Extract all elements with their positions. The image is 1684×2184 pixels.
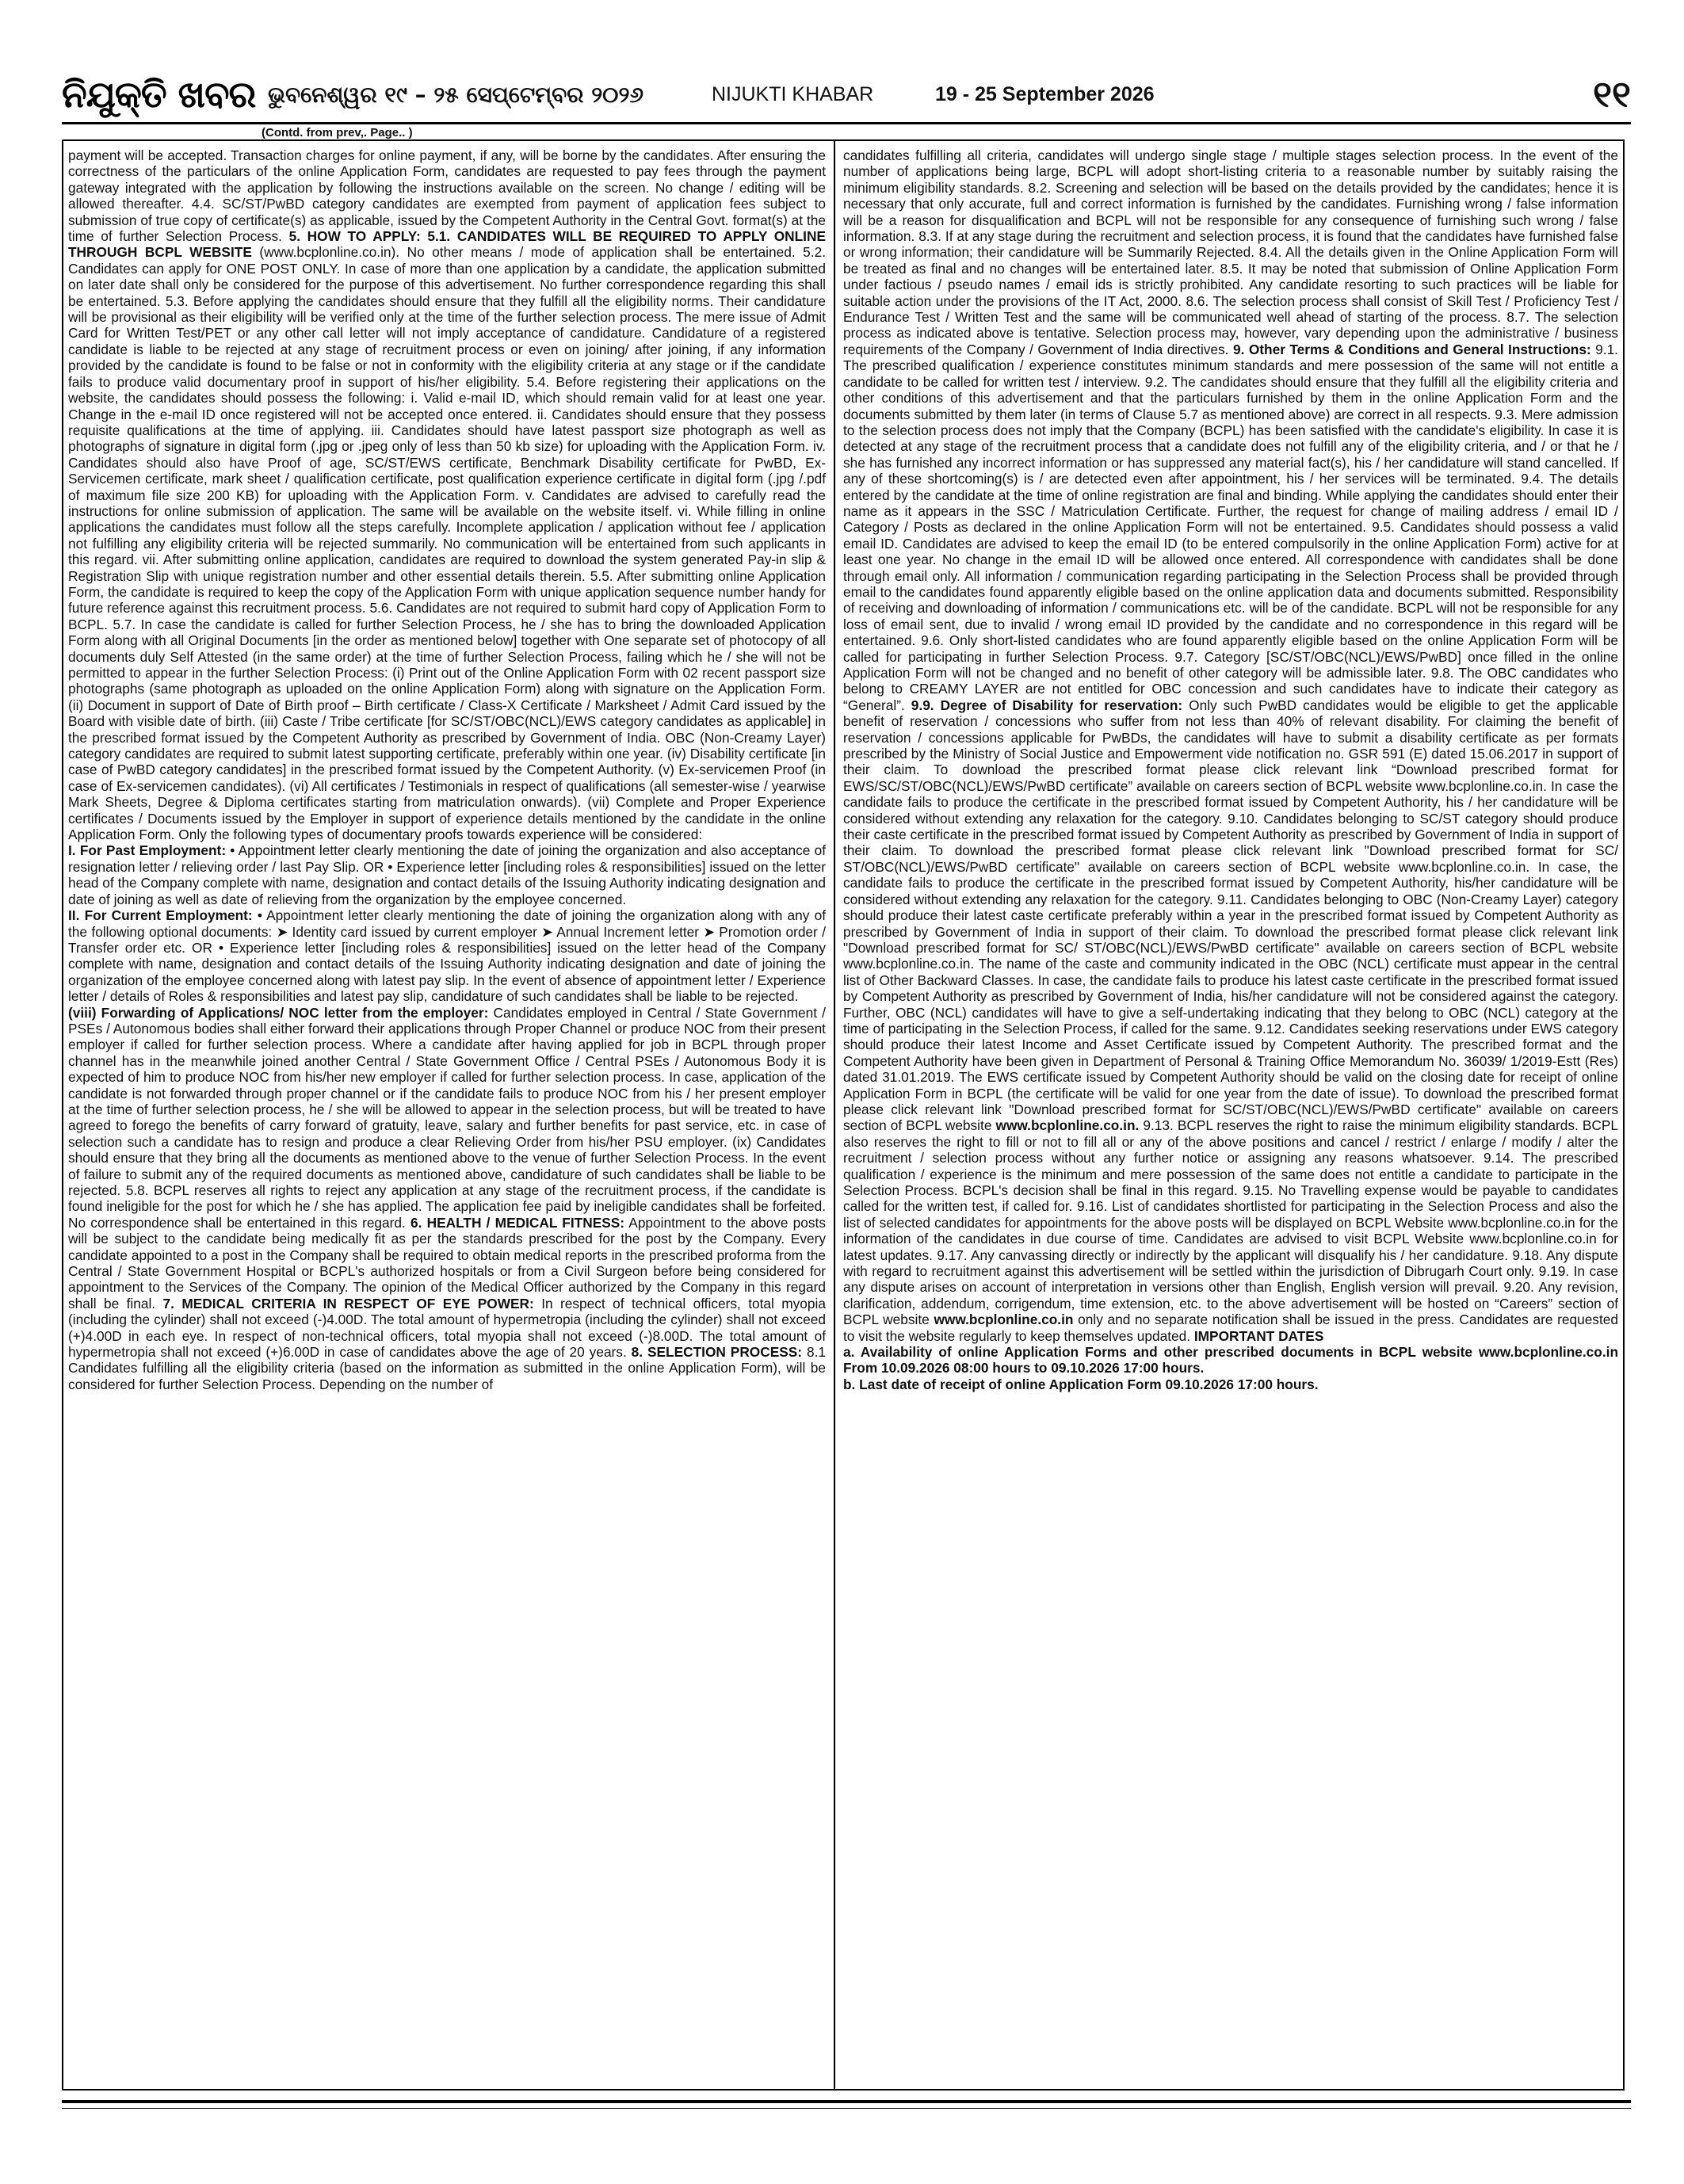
article-paragraph (68, 1005, 826, 1393)
website-link[interactable]: www.bcplonline.co.in. (995, 1117, 1140, 1134)
paragraph-text: payment will be accepted. Transaction charges for online payment, if any, will be borne by the candidates. After ensuring the correctness of the particulars of the online Application Form, candidates are requested to pay fees through the payment gateway integrated with the application by following the instructions available on the screen. No change / editing will be allowed thereafter. 4.4. SC/ST/PwBD category candidates are exempted from payment of application fees subject to submission of true copy of certificate(s) as applicable, issued by the Competent Authority in the Central Govt. format(s) at the time of further Selection Process. (68, 147, 826, 245)
section-heading: 5. HOW TO APPLY: 5.1. CANDIDATES WILL BE REQUIRED TO APPLY ONLINE THROUGH BCPL WEBSITE (68, 228, 826, 261)
paragraph-text: candidates fulfilling all criteria, candidates will undergo single stage / multiple stages selection process. In the event of the number of applications being large, BCPL will adopt short-listing criteria to a reasonable number by suitably raising the minimum eligibility standards. 8.2. Screening and selection will be based on the details provided by the candidates; hence it is necessary that only accurate, full and correct information is furnished by the candidates. Furnishing wrong / false information will be a reason for disqualification and BCPL will not be responsible for any consequence of furnishing such wrong / false information. 8.3. If at any stage during the recruitment and selection process, it is found that the candidates have furnished false or wrong information; their candidature will be Summarily Rejected. 8.4. All the details given in the Online Application Form will be treated as final and no changes will be entertained later. 8.5. It may be noted that submission of Online Application Form under factious / pseudo names / email ids is strictly prohibited. Any candidate resorting to such practices will be liable for suitable action under the provisions of the IT Act, 2000. 8.6. The selection process shall consist of Skill Test / Proficiency Test / Endurance Test / Written Test and the same will be communicated well ahead of starting of the process. 8.7. The selection process as indicated above is tentative. Selection process may, however, vary depending upon the administrative / business requirements of the Company / Government of India directives. (843, 147, 1618, 357)
header-rule (62, 122, 1631, 124)
publication-name: NIJUKTI KHABAR (712, 83, 874, 105)
article-paragraph (68, 907, 826, 1004)
section-heading: 6. HEALTH / MEDICAL FITNESS: (410, 1214, 625, 1231)
issue-date-odia: ଭୁବନେଶ୍ୱର ୧୯ – ୨୫ ସେପ୍ଟେମ୍ବର ୨୦୨୬ (268, 82, 643, 108)
section-heading: II. For Current Employment: (68, 907, 253, 924)
newspaper-logo: ନିଯୁକ୍ତି ଖବର (62, 73, 256, 116)
paragraph-text: • Appointment letter clearly mentioning the date of joining the organization and also acceptance of resignation letter / relieving order / last Pay Slip. OR • Experience letter [including roles & responsibilities] issued on the letter head of the Company complete with name, designation and contact details of the Issuing Authority indicating designation and date of joining as well as date of relieving from the organization by the employee concerned. (68, 842, 826, 907)
paragraph-text: (www.bcplonline.co.in). No other means / mode of application shall be entertained. 5.2. Candidates can apply for ONE POST ONLY. In case of more than one application by a candidate, the application submitted on later date shall only be considered for the purpose of this advertisement. No further correspondence regarding this shall be entertained. 5.3. Before applying the candidates should ensure that they fulfill all the eligibility norms. Their candidature will be provisional as their eligibility will be verified only at the time of the further selection process. The mere issue of Admit Card for Written Test/PET or any other call letter will not imply acceptance of candidature. Candidature of a registered candidate is liable to be rejected at any stage of recruitment process or even on joining/ after joining, if any information provided by the candidate is found to be false or not in conformity with the eligibility criteria at any stage or if the candidate fails to produce valid documentary proof in support of his/her eligibility. 5.4. Before registering their applications on the website, the candidates should possess the following: i. Valid e-mail ID, which should remain valid for at least one year. Change in the e-mail ID once registered will not be accepted once entered. ii. Candidates should ensure that they possess requisite qualifications at the time of applying. iii. Candidates should have latest passport size photograph as well as photographs of signature in digital form (.jpg or .jpeg only of less than 50 kb size) for uploading with the Application Form. iv. Candidates should also have Proof of age, SC/ST/EWS certificate, Benchmark Disability certificate for PwBD, Ex-Servicemen certificate, mark sheet / qualification certificate, post qualification experience certificate in digital form (.jpg /.pdf of maximum file size 200 KB) for uploading with the Application Form. v. Candidates are advised to carefully read the instructions for online submission of application. The same will be available on the website itself. vi. While filling in online applications the candidates must follow all the steps carefully. Incomplete application / application without fee / application not fulfilling any eligibility criteria will be rejected summarily. No communication will be entertained from such applicants in this regard. vii. After submitting online application, candidates are required to download the system generated Pay-in slip & Registration Slip with unique registration number and other essential details therein. 5.5. After submitting online Application Form, the candidate is required to keep the copy of the Application Form with unique application sequence number handy for future reference against this recruitment process. 5.6. Candidates are not required to submit hard copy of Application Form to BCPL. 5.7. In case the candidate is called for further Selection Process, he / she has to bring the downloaded Application Form along with all Original Documents [in the order as mentioned below] together with One separate set of photocopy of all documents duly Self Attested (in the same order) at the time of further Selection Process, failing which he / she will not be permitted to appear in the further Selection Process: (i) Print out of the Online Application Form with 02 recent passport size photographs (same photograph as uploaded on the online Application Form) along with signature on the Application Form. (ii) Document in support of Date of Birth proof – Birth certificate / Class-X Certificate / Marksheet / Admit Card issued by the Board with visible date of birth. (iii) Caste / Tribe certificate [for SC/ST/OBC(NCL)/EWS category candidates as applicable] in the prescribed format issued by the Competent Authority as prescribed by Government of India. OBC (Non-Creamy Layer) category candidates are required to submit latest supporting certificate, preferably within one year. (iv) Disability certificate [in case of PwBD category candidates] in the prescribed format issued by the Competent Authority. (v) Ex-servicemen Proof (in case of Ex-servicemen candidates). (vi) All certificates / Testimonials in respect of qualifications (all semester-wise / yearwise Mark Sheets, Degree & Diploma certificates starting from matriculation onwards). (vii) Complete and Proper Experience certificates / Documents issued by the Employer in support of experience details mentioned by the candidate in the online Application Form. Only the following types of documentary proofs towards experience will be considered: (68, 244, 826, 843)
right-column (843, 147, 1618, 2086)
issue-date-english: 19 - 25 September 2026 (935, 83, 1155, 105)
section-heading: 8. SELECTION PROCESS: (631, 1344, 803, 1361)
column-divider (834, 139, 835, 2090)
paragraph-text: only and no separate notification shall be issued in the press. Candidates are requested to visit the website regularly to keep themselves updated. (843, 1312, 1618, 1344)
footer-rule-thin (62, 2108, 1631, 2109)
article-paragraph (68, 147, 826, 842)
section-heading: 9.9. Degree of Disability for reservation: (911, 697, 1183, 713)
footer-rule-thick (62, 2100, 1631, 2103)
section-heading: I. For Past Employment: (68, 842, 227, 859)
article-paragraph (843, 147, 1618, 1344)
important-date-b (843, 1376, 1618, 1392)
section-heading: (viii) Forwarding of Applications/ NOC letter from the employer: (68, 1004, 489, 1021)
paragraph-text: Only such PwBD candidates would be eligible to get the applicable benefit of reservation / concessions who suffer from not less than 40% of relevant disability. For claiming the benefit of reservation / concessions applicable for PwBDs, the candidates will have to submit a disability certificate as per formats prescribed by the Ministry of Social Justice and Empowerment vide notification no. GSR 591 (E) dated 15.06.2017 in support of their claim. To download the prescribed format please click relevant link “Download prescribed format for EWS/SC/ST/OBC(NCL)/EWS/PwBD certificate” available on careers section of BCPL website www.bcplonline.co.in. In case the candidate fails to produce the certificate in the prescribed format issued by Competent Authority, his / her candidature will be considered without extending any relaxation for the category. 9.10. Candidates belonging to SC/ST category should produce their caste certificate in the prescribed format issued by Competent Authority as prescribed by Government of India in support of their claim. To download the prescribed format please click relevant link "Download prescribed format for SC/ ST/OBC(NCL)/EWS/PwBD certificate" available on careers section of BCPL website www.bcplonline.co.in. In case, the candidate fails to produce the certificate in the prescribed format issued by Competent Authority, his/her candidature will be considered without extending any relaxation for the category. 9.11. Candidates belonging to OBC (Non-Creamy Layer) category should produce their latest caste certificate preferably within a year in the prescribed format issued by Competent Authority as prescribed by Government of India in support of their claim. To download the prescribed format please click relevant link "Download prescribed format for SC/ ST/OBC(NCL)/EWS/PwBD certificate" available on careers section of BCPL website www.bcplonline.co.in. The name of the caste and community indicated in the OBC (NCL) certificate must appear in the central list of Other Backward Classes. In case, the candidate fails to produce his latest caste certificate in the prescribed format issued by Competent Authority as prescribed by Government of India, his/her candidature will not be considered against the category. Further, OBC (NCL) candidates will have to give a self-undertaking indicating that they belong to OBC (NCL) category at the time of participating in the Selection Process, if called for the same. 9.12. Candidates seeking reservations under EWS category should produce their latest Income and Asset Certificate issued by Competent Authority. The prescribed format and the Competent Authority have been given in Department of Personal & Training Office Memorandum No. 36039/ 1/2019-Estt (Res) dated 31.01.2019. The EWS certificate issued by Competent Authority should be valid on the closing date for receipt of online Application Form in BCPL (the certificate will be valid for one year from the date of issue). To download the prescribed format please click relevant link "Download prescribed format for SC/ST/OBC(NCL)/EWS/PwBD certificate" available on careers section of BCPL website (843, 697, 1618, 1134)
important-date-a (843, 1344, 1618, 1376)
page-number: ୧୧ (1593, 73, 1631, 116)
paragraph-text: Appointment to the above posts will be subject to the candidate being medically fit as per the standards prescribed for the post by the Company. Every candidate appointed to a post in the Company shall be required to obtain medical reports in the prescribed proforma from the Central / State Government Hospital or BCPL's authorized hospitals or from a Civil Surgeon before being considered for appointment to the Services of the Company. The opinion of the Medical Officer authorized by the Company in this regard shall be final. (68, 1214, 826, 1312)
paragraph-text: 9.1. The prescribed qualification / experience constitutes minimum standards and mere possession of the same will not entitle a candidate to be called for written test / interview. 9.2. The candidates should ensure that they fulfill all the eligibility criteria and other conditions of this advertisement and that the particulars furnished by them in the online Application Form and the documents submitted by them later (in terms of Clause 5.7 as mentioned above) are correct in all respects. 9.3. Mere admission to the selection process does not imply that the Company (BCPL) has been satisfied with the candidate's eligibility. In case it is detected at any stage of the recruitment process that a candidate does not fulfill any of the eligibility criteria, and / or that he / she has furnished any incorrect information or has suppressed any material fact(s), his / her candidature will stand cancelled. If any of these shortcoming(s) is / are detected even after appointment, his / her services will be terminated. 9.4. The details entered by the candidate at the time of online registration are final and binding. While applying the candidates should enter their name as it appears in the SSC / Matriculation Certificate. Further, the request for change of mailing address / email ID / Category / Posts as declared in the online Application Form will not be entertained. 9.5. Candidates should possess a valid email ID. Candidates are advised to keep the email ID (to be entered compulsorily in the online Application Form) active for at least one year. No change in the email ID will be allowed once entered. All correspondence with candidates shall be done through email only. All information / communication regarding participating in the Selection Process shall be provided through email to the candidates found apparently eligible based on the online application data and documents submitted. Responsibility of receiving and downloading of information / communications etc. will be of the candidate. BCPL will not be responsible for any loss of email sent, due to invalid / wrong email ID provided by the candidate and no correspondence in this regard will be entertained. 9.6. Only short-listed candidates who are found apparently eligible based on the online Application Form will be called for participating in further Selection Process. 9.7. Category [SC/ST/OBC(NCL)/EWS/PwBD] once filled in the online Application Form will not be changed and no benefit of other category will be admissible later. 9.8. The OBC candidates who belong to CREAMY LAYER are not entitled for OBC concession and such candidates have to indicate their category as “General”. (843, 341, 1618, 713)
paragraph-text: In respect of technical officers, total myopia (including the cylinder) shall not exceed (-)4.00D. The total amount of hypermetropia (including the cylinder) shall not exceed (+)4.00D in each eye. In respect of non-technical officers, total myopia shall not exceed (-)8.00D. The total amount of hypermetropia shall not exceed (+)6.00D in case of candidates above the age of 20 years. (68, 1295, 826, 1361)
paragraph-text: • Appointment letter clearly mentioning the date of joining the organization along with any of the following optional documents: ➤ Identity card issued by current employer ➤ Annual Increment letter ➤ Promotion order / Transfer order etc. OR • Experience letter [including roles & responsibilities] issued on the letter head of the Company complete with name, designation and contact details of the Issuing Authority indicating designation and date of joining the organization of the employee concerned along with latest pay slip. In the event of absence of appointment letter / Experience letter / details of Roles & responsibilities and latest pay slip, candidature of such candidates shall be liable to be rejected. (68, 907, 826, 1005)
paragraph-text: Candidates employed in Central / State Government / PSEs / Autonomous bodies shall either forward their applications through Proper Channel or produce NOC from their present employer if called for further selection process. Where a candidate after having applied for job in BCPL through proper channel has in the meanwhile joined another Central / State Government Office / Central PSEs / Autonomous Body it is expected of him to produce NOC from his/her new employer if called for further selection process. In case, application of the candidate is not forwarded through proper channel or if the candidate fails to produce NOC from his / her present employer at the time of further selection process, he / she will be allowed to appear in the selection process, but will be treated to have agreed to forego the benefits of carry forward of gratuity, leave, salary and further benefits for past service, etc. in case of selection such a candidate has to resign and produce a clear Relieving Order from his/her PSU employer. (ix) Candidates should ensure that they bring all the documents as mentioned above to the venue of further Selection Process. In the event of failure to submit any of the required documents as mentioned above, candidature of such candidates shall be liable to be rejected. 5.8. BCPL reserves all rights to reject any application at any stage of the recruitment process, if the candidate is found ineligible for the post for which he / she has applied. The application fee paid by ineligible candidates shall be forfeited. No correspondence shall be entertained in this regard. (68, 1004, 826, 1231)
paragraph-text: 8.1 Candidates fulfilling all the eligibility criteria (based on the information as submitted in the online Application Form), will be considered for further Selection Process. Depending on the number of (68, 1344, 826, 1392)
important-dates-heading: IMPORTANT DATES (1193, 1327, 1324, 1344)
article-paragraph (68, 842, 826, 907)
masthead (62, 73, 1631, 116)
date-b-text: b. Last date of receipt of online Application Form 09.10.2026 17:00 hours. (843, 1376, 1319, 1392)
website-link[interactable]: www.bcplonline.co.in (934, 1312, 1074, 1328)
section-heading: 7. MEDICAL CRITERIA IN RESPECT OF EYE POWER: (162, 1295, 534, 1312)
paragraph-text: 9.13. BCPL reserves the right to raise the minimum eligibility standards. BCPL also reserves the right to fill or not to fill all or any of the above positions and cancel / restrict / enlarge / modify / alter the recruitment / selection process without any further notice or assigning any reasons whatsoever. 9.14. The prescribed qualification / experience is the minimum and mere possession of the same does not entitle a candidate to participate in the Selection Process. BCPL's decision shall be final in this regard. 9.15. No Travelling expense would be payable to candidates called for the written test, if called for. 9.16. List of candidates shortlisted for participating in the Selection Process and also the list of selected candidates for appointments for the above posts will be displayed on BCPL Website www.bcplonline.co.in for the information of the candidates in due course of time. Candidates are advised to visit BCPL Website www.bcplonline.co.in for latest updates. 9.17. Any canvassing directly or indirectly by the applicant will disqualify his / her candidature. 9.18. Any dispute with regard to recruitment against this advertisement will be settled within the jurisdiction of Dibrugarh Court only. 9.19. In case any dispute arises on account of interpretation in versions other than English, English version will prevail. 9.20. Any revision, clarification, addendum, corrigendum, time extension, etc. to the above advertisement will be hosted on “Careers” section of BCPL website (843, 1117, 1618, 1328)
continued-note: (Contd. from prev,. Page.. ) (262, 126, 413, 139)
section-heading: 9. Other Terms & Conditions and General Instructions: (1232, 341, 1591, 357)
date-a-text: a. Availability of online Application Forms and other prescribed documents in BCPL website www.bcplonline.co.in From 10.09.2026 08:00 hours to 09.10.2026 17:00 hours. (843, 1344, 1618, 1376)
left-column (68, 147, 826, 2086)
